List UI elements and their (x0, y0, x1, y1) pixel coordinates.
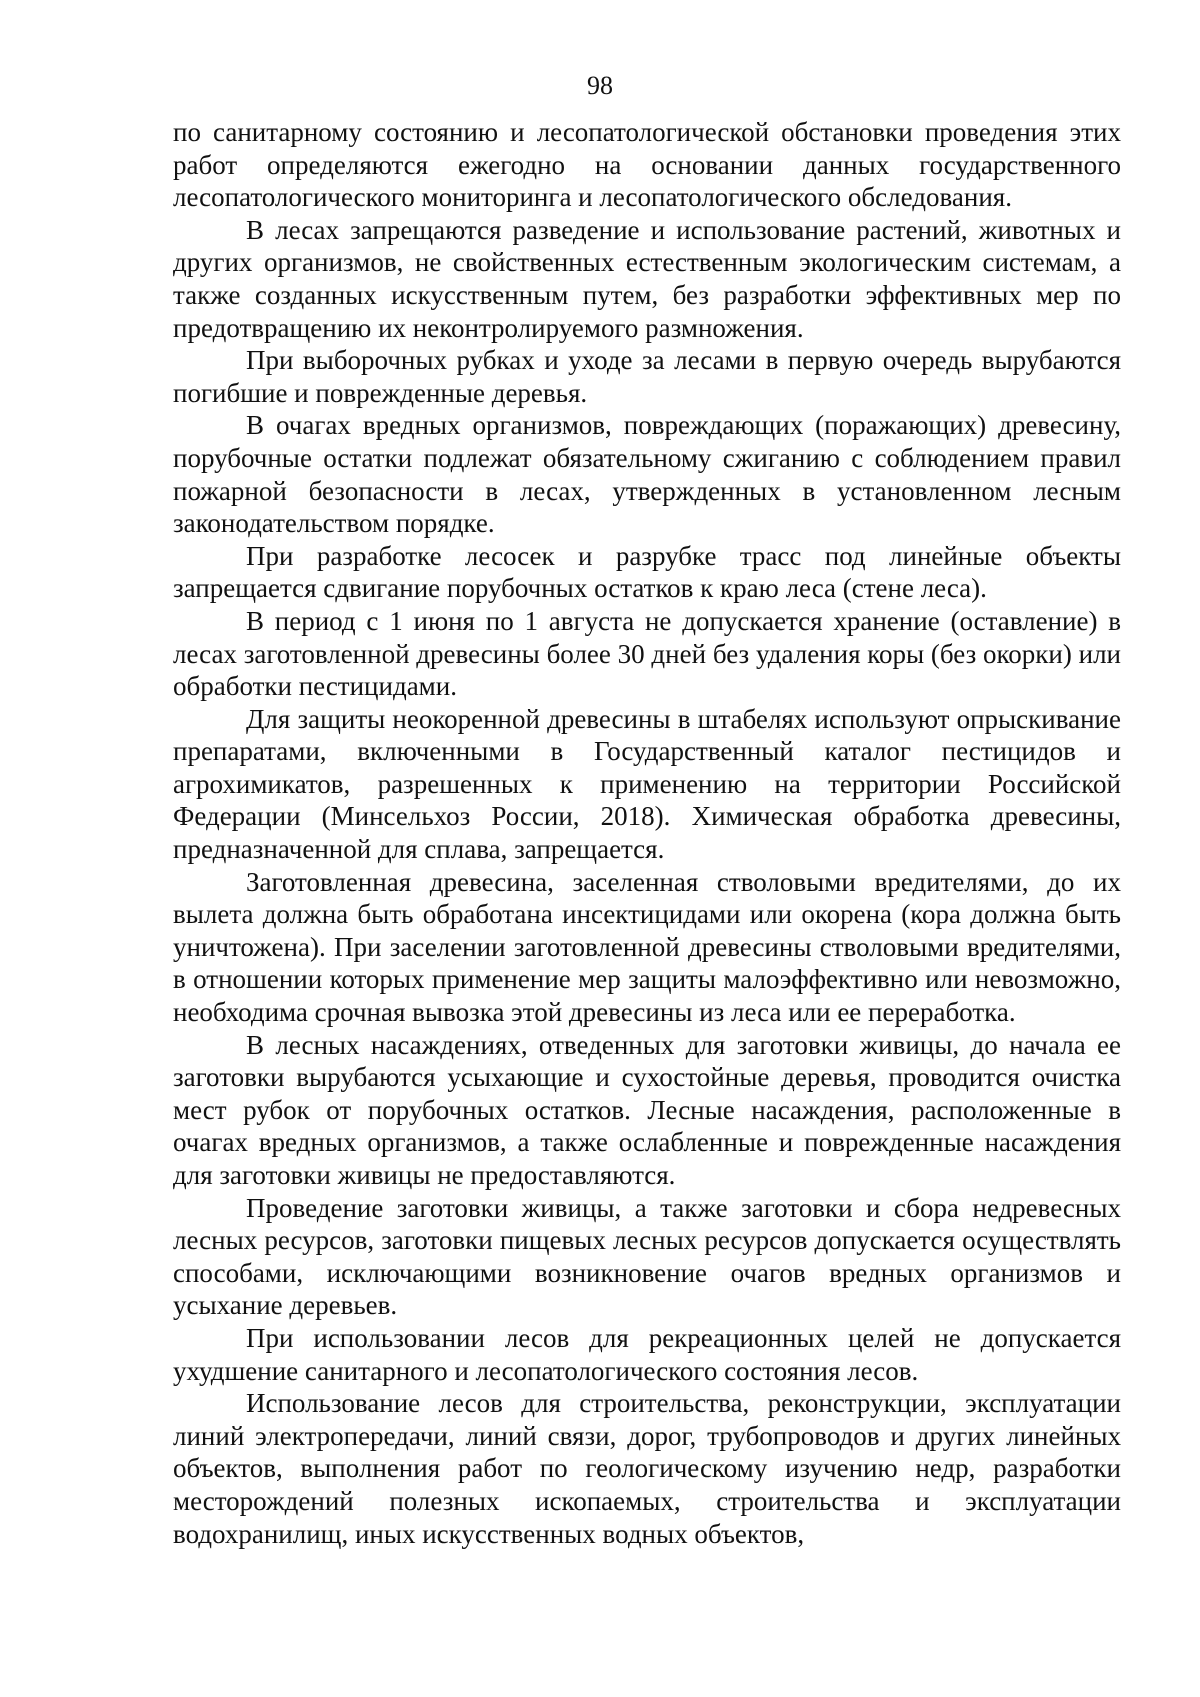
paragraph-11: При использовании лесов для рекреационных целей не допускается ухудшение санитарного и лесопатологического состояния лесов. (173, 1322, 1121, 1386)
document-body (173, 116, 1121, 1550)
paragraph-10: Проведение заготовки живицы, а также заготовки и сбора недревесных лесных ресурсов, заготовки пищевых лесных ресурсов допускается осуществлять способами, исключающими возникновение очагов вредных организмов и усыхание деревьев. (173, 1192, 1121, 1321)
paragraph-6: В период с 1 июня по 1 августа не допускается хранение (оставление) в лесах заготовленной древесины более 30 дней без удаления коры (без окорки) или обработки пестицидами. (173, 605, 1121, 702)
paragraph-12: Использование лесов для строительства, реконструкции, эксплуатации линий электропередачи, линий связи, дорог, трубопроводов и других линейных объектов, выполнения работ по геологическому изучению недр, разработки месторождений полезных ископаемых, строительства и эксплуатации водохранилищ, иных искусственных водных объектов, (173, 1388, 1121, 1549)
paragraph-4: В очагах вредных организмов, повреждающих (поражающих) древесину, порубочные остатки подлежат обязательному сжиганию с соблюдением правил пожарной безопасности в лесах, утвержденных в установленном лесным законодательством порядке. (173, 410, 1121, 539)
paragraph-5: При разработке лесосек и разрубке трасс под линейные объекты запрещается сдвигание порубочных остатков к краю леса (стене леса). (173, 540, 1121, 604)
paragraph-2: В лесах запрещаются разведение и использование растений, животных и других организмов, не свойственных естественным экологическим системам, а также созданных искусственным путем, без разработки эффективных мер по предотвращению их неконтролируемого размножения. (173, 214, 1121, 343)
page-number: 98 (587, 71, 613, 100)
paragraph-1: по санитарному состоянию и лесопатологической обстановки проведения этих работ определяются ежегодно на основании данных государственного лесопатологического мониторинга и лесопатологического обследования. (173, 117, 1121, 213)
paragraph-9: В лесных насаждениях, отведенных для заготовки живицы, до начала ее заготовки вырубаются усыхающие и сухостойные деревья, проводится очистка мест рубок от порубочных остатков. Лесные насаждения, расположенные в очагах вредных организмов, а также ослабленные и поврежденные насаждения для заготовки живицы не предоставляются. (173, 1029, 1121, 1190)
paragraph-8: Заготовленная древесина, заселенная стволовыми вредителями, до их вылета должна быть обработана инсектицидами или окорена (кора должна быть уничтожена). При заселении заготовленной древесины стволовыми вредителями, в отношении которых применение мер защиты малоэффективно или невозможно, необходима срочная вывозка этой древесины из леса или ее переработка. (173, 866, 1121, 1028)
paragraph-7: Для защиты неокоренной древесины в штабелях используют опрыскивание препаратами, включенными в Государственный каталог пестицидов и агрохимикатов, разрешенных к применению на территории Российской Федерации (Минсельхоз России, 2018). Химическая обработка древесины, предназначенной для сплава, запрещается. (173, 703, 1121, 865)
paragraph-3: При выборочных рубках и уходе за лесами в первую очередь вырубаются погибшие и поврежденные деревья. (173, 345, 1121, 408)
